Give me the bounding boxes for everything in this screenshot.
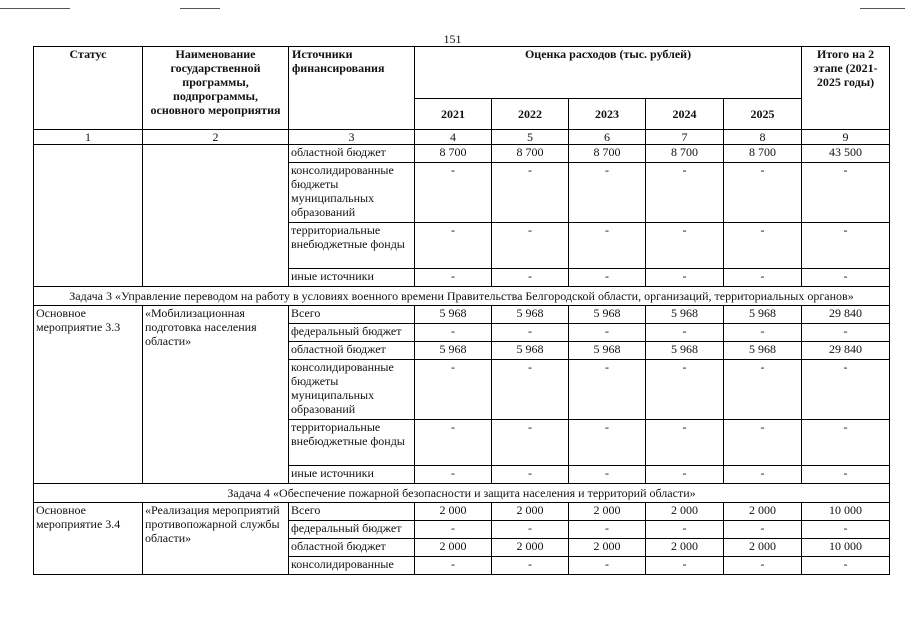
value-cell: 2 000 (492, 539, 569, 557)
source-cell: иные источники (289, 466, 415, 484)
header-name: Наименование государственной программы, подпрограммы, основного мероприятия (143, 47, 289, 130)
value-cell: - (646, 360, 724, 420)
task-title: Задача 3 «Управление переводом на работу в условиях военного времени Правительства Белгородской области, организаций, территориальных органов» (34, 287, 890, 306)
total-cell: - (802, 223, 890, 269)
value-cell: 8 700 (724, 145, 802, 163)
source-cell: областной бюджет (289, 342, 415, 360)
value-cell: - (646, 324, 724, 342)
source-cell: областной бюджет (289, 145, 415, 163)
value-cell: - (646, 466, 724, 484)
source-cell: территориальные внебюджетные фонды (289, 223, 415, 269)
header-status: Статус (34, 47, 143, 130)
value-cell: - (492, 269, 569, 287)
status-cell (34, 145, 143, 287)
value-cell: - (415, 420, 492, 466)
value-cell: - (646, 521, 724, 539)
total-cell: - (802, 360, 890, 420)
col-number: 7 (646, 130, 724, 145)
value-cell: 2 000 (724, 503, 802, 521)
budget-table (33, 46, 890, 575)
task3-block (34, 287, 890, 484)
value-cell: - (492, 466, 569, 484)
value-cell: - (492, 163, 569, 223)
value-cell: 2 000 (646, 539, 724, 557)
value-cell: 5 968 (415, 306, 492, 324)
col-number: 5 (492, 130, 569, 145)
value-cell: - (724, 420, 802, 466)
task-title-row (34, 484, 890, 503)
value-cell: - (492, 223, 569, 269)
value-cell: - (646, 163, 724, 223)
scan-top-line (180, 8, 220, 9)
col-number: 8 (724, 130, 802, 145)
value-cell: 5 968 (492, 306, 569, 324)
value-cell: - (646, 269, 724, 287)
value-cell: - (724, 269, 802, 287)
name-cell (143, 145, 289, 287)
value-cell: 8 700 (569, 145, 646, 163)
value-cell: - (724, 360, 802, 420)
header-sources: Источники финансирования (289, 47, 415, 130)
value-cell: - (646, 223, 724, 269)
source-cell: консолидированные бюджеты муниципальных образований (289, 360, 415, 420)
source-cell: федеральный бюджет (289, 521, 415, 539)
total-cell: - (802, 466, 890, 484)
value-cell: - (724, 466, 802, 484)
header-row (34, 47, 890, 99)
value-cell: - (569, 557, 646, 575)
value-cell: 2 000 (415, 503, 492, 521)
table-row (34, 145, 890, 163)
value-cell: 5 968 (646, 306, 724, 324)
source-cell: иные источники (289, 269, 415, 287)
total-cell: - (802, 420, 890, 466)
col-number: 6 (569, 130, 646, 145)
value-cell: - (415, 360, 492, 420)
value-cell: - (569, 324, 646, 342)
source-cell: консолидированные (289, 557, 415, 575)
source-cell: областной бюджет (289, 539, 415, 557)
value-cell: - (724, 324, 802, 342)
value-cell: - (569, 420, 646, 466)
value-cell: - (415, 466, 492, 484)
total-cell: - (802, 269, 890, 287)
value-cell: 5 968 (569, 342, 646, 360)
header-total: Итого на 2 этапе (2021-2025 годы) (802, 47, 890, 130)
top-block (34, 145, 890, 287)
total-cell: - (802, 163, 890, 223)
name-cell: «Мобилизационная подготовка населения области» (143, 306, 289, 484)
value-cell: - (492, 324, 569, 342)
total-cell: - (802, 557, 890, 575)
status-cell: Основное мероприятие 3.3 (34, 306, 143, 484)
value-cell: - (415, 223, 492, 269)
value-cell: 2 000 (415, 539, 492, 557)
col-number: 1 (34, 130, 143, 145)
value-cell: 8 700 (646, 145, 724, 163)
value-cell: - (415, 324, 492, 342)
value-cell: - (569, 360, 646, 420)
col-number: 2 (143, 130, 289, 145)
total-cell: 29 840 (802, 306, 890, 324)
value-cell: - (724, 557, 802, 575)
year-2023: 2023 (569, 98, 646, 129)
value-cell: 2 000 (724, 539, 802, 557)
source-cell: Всего (289, 503, 415, 521)
total-cell: - (802, 521, 890, 539)
source-cell: Всего (289, 306, 415, 324)
value-cell: - (724, 521, 802, 539)
value-cell: - (569, 163, 646, 223)
value-cell: 5 968 (724, 306, 802, 324)
source-cell: федеральный бюджет (289, 324, 415, 342)
table-row (34, 306, 890, 324)
value-cell: 5 968 (646, 342, 724, 360)
value-cell: - (492, 420, 569, 466)
task-title-row (34, 287, 890, 306)
col-number: 3 (289, 130, 415, 145)
source-cell: консолидированные бюджеты муниципальных образований (289, 163, 415, 223)
scan-top-line (860, 8, 905, 9)
total-cell: 29 840 (802, 342, 890, 360)
value-cell: - (415, 163, 492, 223)
source-cell: территориальные внебюджетные фонды (289, 420, 415, 466)
value-cell: 8 700 (492, 145, 569, 163)
value-cell: 2 000 (646, 503, 724, 521)
year-2024: 2024 (646, 98, 724, 129)
total-cell: 43 500 (802, 145, 890, 163)
col-number: 4 (415, 130, 492, 145)
scan-top-line (0, 8, 70, 9)
task4-block (34, 484, 890, 575)
year-2021: 2021 (415, 98, 492, 129)
value-cell: 2 000 (569, 503, 646, 521)
value-cell: 5 968 (415, 342, 492, 360)
value-cell: - (724, 163, 802, 223)
header-estimate: Оценка расходов (тыс. рублей) (415, 47, 802, 99)
value-cell: 5 968 (492, 342, 569, 360)
page-number: 151 (443, 32, 462, 46)
value-cell: - (569, 521, 646, 539)
value-cell: - (492, 557, 569, 575)
name-cell: «Реализация мероприятий противопожарной службы области» (143, 503, 289, 575)
value-cell: - (724, 223, 802, 269)
table-row (34, 503, 890, 521)
value-cell: 5 968 (724, 342, 802, 360)
value-cell: 2 000 (492, 503, 569, 521)
column-numbers-row (34, 130, 890, 145)
value-cell: - (415, 269, 492, 287)
total-cell: 10 000 (802, 503, 890, 521)
value-cell: 8 700 (415, 145, 492, 163)
value-cell: 5 968 (569, 306, 646, 324)
value-cell: - (569, 223, 646, 269)
value-cell: - (646, 557, 724, 575)
task-title: Задача 4 «Обеспечение пожарной безопасности и защита населения и территорий области» (34, 484, 890, 503)
col-number: 9 (802, 130, 890, 145)
year-2022: 2022 (492, 98, 569, 129)
value-cell: - (646, 420, 724, 466)
value-cell: - (492, 521, 569, 539)
value-cell: - (415, 557, 492, 575)
value-cell: 2 000 (569, 539, 646, 557)
total-cell: 10 000 (802, 539, 890, 557)
status-cell: Основное мероприятие 3.4 (34, 503, 143, 575)
value-cell: - (492, 360, 569, 420)
value-cell: - (415, 521, 492, 539)
value-cell: - (569, 269, 646, 287)
total-cell: - (802, 324, 890, 342)
year-2025: 2025 (724, 98, 802, 129)
value-cell: - (569, 466, 646, 484)
